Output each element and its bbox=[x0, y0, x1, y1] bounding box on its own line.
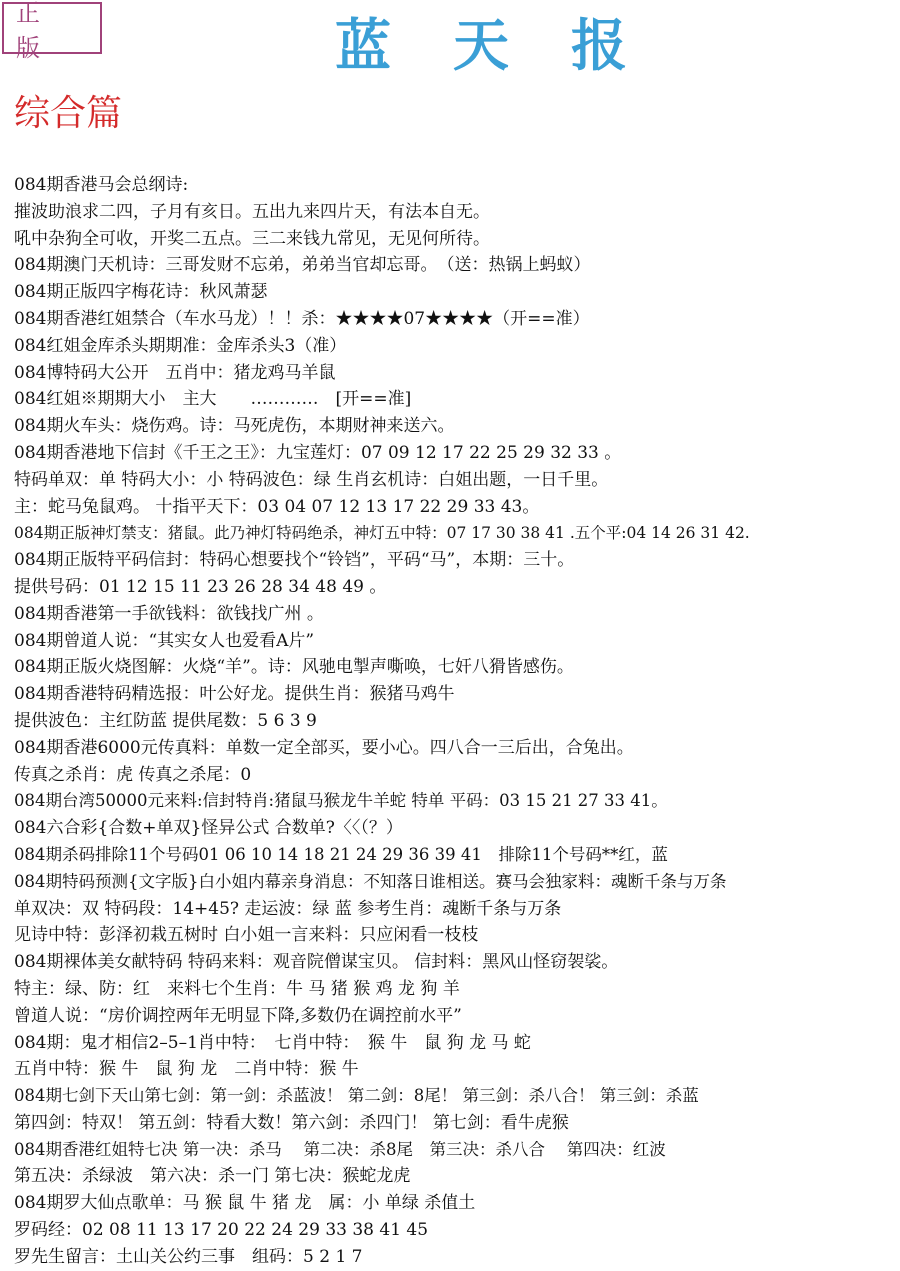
text-line: 084期七剑下天山第七剑：第一剑：杀蓝波！ 第二剑：8尾！ 第三剑：杀八合！ 第三剑：杀蓝 bbox=[14, 1086, 699, 1106]
text-line: 五肖中特：猴 牛 鼠 狗 龙 二肖中特：猴 牛 bbox=[14, 1059, 359, 1080]
text-line: 084期正版特平码信封：特码心想要找个“铃铛”，平码“马”，本期：三十。 bbox=[14, 550, 575, 571]
text-line: 084期香港红姐特七决 第一决：杀马 第二决：杀8尾 第三决：杀八合 第四决：红波 bbox=[14, 1139, 666, 1159]
text-line: 084期香港马会总纲诗: bbox=[14, 175, 189, 195]
text-line: 第五决：杀绿波 第六决：杀一门 第七决：猴蛇龙虎 bbox=[14, 1166, 411, 1187]
text-line: 084期曾道人说：“其实女人也爱看A片” bbox=[14, 630, 315, 651]
text-line: 084期香港地下信封《千王之王》：九宝莲灯：07 09 12 17 22 25 29 32 33 。 bbox=[14, 442, 622, 463]
text-line: 084红姐※期期大小 主大 ………… [开==准] bbox=[14, 389, 412, 410]
text-line: 传真之杀肖：虎 传真之杀尾：0 bbox=[14, 764, 252, 785]
text-line: 084期澳门天机诗：三哥发财不忘弟，弟弟当官却忘哥。 （送：热锅上蚂蚁） bbox=[14, 255, 591, 276]
text-line: 摧波助浪求二四，子月有亥日。五出九来四片天，有法本自无。 bbox=[14, 201, 490, 222]
text-line: 特主：绿、防：红 来料七个生肖：牛 马 猪 猴 鸡 龙 狗 羊 bbox=[14, 978, 460, 999]
text-line: 主：蛇马兔鼠鸡。 十指平天下：03 04 07 12 13 17 22 29 33 43。 bbox=[14, 496, 540, 517]
text-line: 084期正版神灯禁支：猪鼠。此乃神灯特码绝杀，神灯五中特：07 17 30 38 41 .五个平:04 14 26 31 42. bbox=[14, 524, 750, 543]
newspaper-title: 蓝天报 bbox=[335, 13, 689, 79]
text-line: 084期火车头：烧伤鸡。诗：马死虎伤，本期财神来送六。 bbox=[14, 416, 455, 437]
section-heading: 综合篇 bbox=[14, 93, 123, 134]
text-line: 特码单双：单 特码大小：小 特码波色：绿 生肖玄机诗：白姐出题，一日千里。 bbox=[14, 469, 609, 490]
article-body bbox=[14, 172, 898, 1271]
text-line: 084期特码预测{文字版}白小姐内幕亲身消息：不知落日谁相送。赛马会独家料：魂断千条与万条 bbox=[14, 871, 727, 891]
text-line: 084期罗大仙点歌单：马 猴 鼠 牛 猪 龙 属：小 单绿 杀值土 bbox=[14, 1193, 476, 1214]
text-line: 084期香港红姐禁合（车水马龙）！！杀：★★★★07★★★★（开==准） bbox=[14, 308, 590, 329]
text-line: 罗先生留言：土山关公约三事 组码：5 2 1 7 bbox=[14, 1246, 363, 1267]
edition-badge: 正 版 bbox=[2, 2, 102, 54]
text-line: 见诗中特：彭泽初栽五树时 白小姐一言来料：只应闲看一枝枝 bbox=[14, 925, 479, 946]
text-line: 084期香港特码精选报：叶公好龙。提供生肖：猴猪马鸡牛 bbox=[14, 684, 455, 705]
text-line: 提供波色：主红防蓝 提供尾数：5 6 3 9 bbox=[14, 710, 317, 731]
text-line: 084博特码大公开 五肖中：猪龙鸡马羊鼠 bbox=[14, 362, 336, 383]
text-line: 084期正版火烧图解：火烧“羊”。诗：风驰电掣声嘶唤，七奸八猾皆感伤。 bbox=[14, 657, 574, 678]
text-line: 084六合彩{合数+单双}怪异公式 合数单?〈〈（？） bbox=[14, 818, 403, 839]
text-line: 单双决：双 特码段：14+45? 走运波：绿 蓝 参考生肖：魂断千条与万条 bbox=[14, 898, 562, 919]
text-line: 084期裸体美女献特码 特码来料：观音院僧谋宝贝。 信封料：黑风山怪窃袈裟。 bbox=[14, 952, 619, 973]
text-line: 084期杀码排除11个号码01 06 10 14 18 21 24 29 36 39 41 排除11个号码**红，蓝 bbox=[14, 844, 668, 864]
text-line: 吼中杂狗全可收，开奖二五点。三二来钱九常见，无见何所待。 bbox=[14, 228, 490, 249]
text-line: 084期正版四字梅花诗：秋风萧瑟 bbox=[14, 282, 268, 303]
text-line: 曾道人说：“房价调控两年无明显下降,多数仍在调控前水平” bbox=[14, 1005, 462, 1026]
text-line: 084期：鬼才相信2–5–1肖中特： 七肖中特： 猴 牛 鼠 狗 龙 马 蛇 bbox=[14, 1032, 531, 1053]
text-line: 084期香港第一手欲钱料：欲钱找广州 。 bbox=[14, 603, 324, 624]
text-line: 084红姐金库杀头期期准：金库杀头3（准） bbox=[14, 335, 347, 356]
text-line: 084期台湾50000元来料:信封特肖:猪鼠马猴龙牛羊蛇 特单 平码：03 15 21 27 33 41。 bbox=[14, 791, 668, 811]
text-line: 第四剑：特双！ 第五剑：特看大数！第六剑：杀四门！ 第七剑：看牛虎猴 bbox=[14, 1112, 569, 1133]
text-line: 提供号码：01 12 15 11 23 26 28 34 48 49 。 bbox=[14, 576, 387, 597]
text-line: 084期香港6000元传真料：单数一定全部买，要小心。四八合一三后出，合兔出。 bbox=[14, 737, 634, 758]
text-line: 罗码经：02 08 11 13 17 20 22 24 29 33 38 41 45 bbox=[14, 1220, 429, 1241]
